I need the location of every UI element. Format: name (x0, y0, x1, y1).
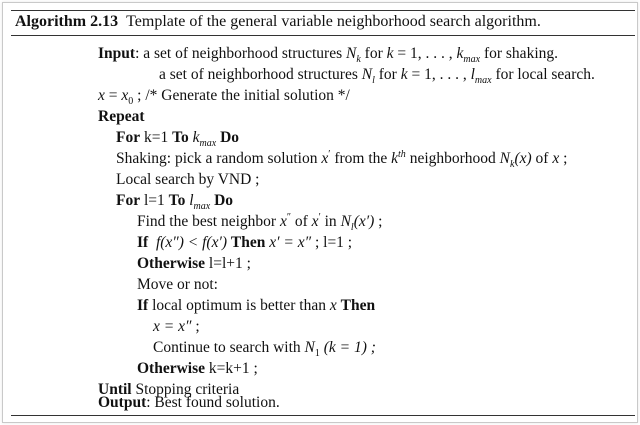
math-k: k (386, 45, 394, 62)
math-assign: x′ = x″ (269, 234, 312, 251)
if-better-text: local optimum is better than (148, 297, 330, 314)
input-line-1 (98, 44, 558, 66)
math-k: k (391, 150, 399, 167)
math-sub: l (350, 222, 354, 234)
math-N: N (340, 213, 351, 230)
algorithm-box (2, 2, 638, 423)
shaking-line (116, 148, 568, 171)
otherwise-text: k=k+1 ; (205, 360, 258, 377)
top-rule (11, 10, 635, 11)
otherwise-l-line (137, 254, 251, 273)
math-condition: (k = 1) ; (319, 339, 376, 356)
shaking-end: ; (559, 150, 568, 167)
math-N: N (346, 45, 357, 62)
shaking-mid: from the (330, 150, 392, 167)
math-sub: max (463, 54, 481, 66)
math-assign: x = x″ (153, 318, 192, 335)
math-N: N (361, 66, 373, 83)
math-x: x (329, 297, 337, 314)
find-line (137, 211, 383, 234)
do-keyword: Do (220, 129, 240, 146)
input-tail: for shaking. (480, 45, 558, 62)
if-keyword: If (137, 297, 149, 314)
for-keyword: For (116, 129, 141, 146)
until-text: Stopping criteria (131, 381, 240, 398)
math-sub: max (199, 138, 217, 150)
output-keyword: Output (98, 394, 147, 411)
for-condition: l=1 (140, 192, 169, 209)
init-comment: ; /* Generate the initial solution */ (133, 87, 350, 104)
continue-text: Continue to search with (153, 339, 305, 356)
find-end: ; (374, 213, 383, 230)
otherwise-keyword: Otherwise (137, 255, 206, 272)
for-condition: k=1 (140, 129, 173, 146)
math-x: x (98, 87, 105, 104)
local-search-line: Local search by VND ; (116, 171, 260, 188)
if-keyword: If (137, 234, 149, 251)
math-sub: k (356, 54, 361, 66)
math-k: k (400, 66, 408, 83)
do-keyword: Do (214, 192, 234, 209)
math-x: x (552, 150, 560, 167)
assign-line (153, 317, 200, 336)
math-sub: 0 (128, 96, 134, 108)
shaking-text: Shaking: pick a random solution (116, 150, 322, 167)
bottom-rule (11, 415, 635, 416)
math-prime: ′ (318, 211, 321, 223)
until-keyword: Until (98, 381, 132, 398)
math-N: N (304, 339, 315, 356)
math-x: x (311, 213, 319, 230)
math-sub: max (193, 201, 211, 213)
shaking-mid-2: neighborhood (405, 150, 500, 167)
math-arg: (x) (514, 150, 532, 167)
input-keyword: Input (98, 45, 136, 62)
for-k-line (116, 128, 240, 150)
then-keyword: Then (230, 234, 266, 251)
find-in: in (320, 213, 341, 230)
math-x0: x (121, 87, 129, 104)
math-condition: f(x″) < f(x′) (155, 234, 228, 251)
math-range: = 1, . . . , (407, 66, 471, 83)
math-lmax: l (470, 66, 475, 83)
then-keyword: Then (340, 297, 376, 314)
to-keyword: To (172, 129, 189, 146)
if-tail: ; l=1 ; (311, 234, 353, 251)
init-line (98, 86, 350, 108)
for-l-line (116, 191, 234, 213)
caption-rule (11, 35, 635, 36)
to-keyword: To (168, 192, 186, 209)
output-line (98, 393, 280, 412)
input-text-2: a set of neighborhood structures (159, 66, 362, 83)
otherwise-keyword: Otherwise (137, 360, 206, 377)
math-double-prime: ″ (286, 211, 291, 223)
move-line: Move or not: (137, 276, 218, 293)
math-x: x (321, 150, 329, 167)
text-for: for (360, 45, 387, 62)
math-sub: 1 (314, 348, 320, 360)
math-sub: k (510, 159, 515, 171)
output-text: : Best found solution. (146, 394, 280, 411)
shaking-tail: of (531, 150, 553, 167)
math-kmax: k (192, 129, 200, 146)
input-tail-2: for local search. (491, 66, 595, 83)
math-lmax: l (189, 192, 194, 209)
math-sub: max (474, 75, 492, 87)
math-sup: th (398, 148, 406, 160)
input-line-2 (159, 65, 595, 87)
algorithm-title: Template of the general variable neighborhood search algorithm. (126, 13, 541, 30)
math-sub: l (372, 75, 375, 87)
math-arg: (x′) (353, 213, 375, 230)
math-prime: ′ (328, 148, 331, 160)
continue-line (153, 338, 376, 360)
algorithm-caption (15, 12, 541, 32)
otherwise-k-line (137, 359, 258, 378)
if-improve-line (137, 233, 352, 252)
algorithm-label: Algorithm 2.13 (15, 13, 119, 30)
input-text: : a set of neighborhood structures (135, 45, 346, 62)
math-range: = 1, . . . , (393, 45, 457, 62)
repeat-keyword: Repeat (98, 108, 145, 125)
math-x: x (279, 213, 287, 230)
otherwise-text: l=l+1 ; (205, 255, 251, 272)
find-of: of (291, 213, 312, 230)
for-keyword: For (116, 192, 141, 209)
math-eq: = (104, 87, 122, 104)
math-N: N (499, 150, 511, 167)
if-better-line (137, 296, 375, 315)
assign-tail: ; (191, 318, 200, 335)
text-for: for (374, 66, 401, 83)
math-kmax: k (456, 45, 464, 62)
find-text: Find the best neighbor (137, 213, 280, 230)
